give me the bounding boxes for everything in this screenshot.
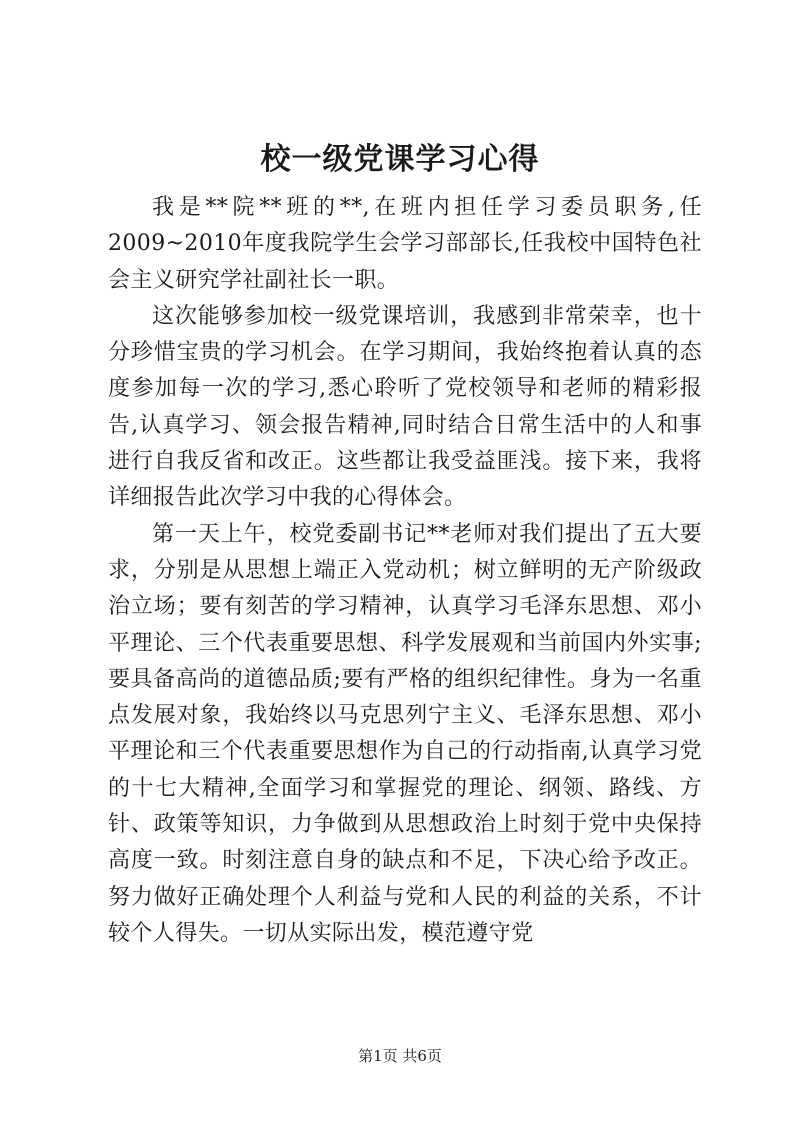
paragraph-first-day: 第一天上午，校党委副书记**老师对我们提出了五大要求，分别是从思想上端正入党动机；树立鲜明的无产阶级政治立场；要有刻苦的学习精神，认真学习毛泽东思想、邓小平理论、三个代表重要思想、科学发展观和当前国内外实事;要具备高尚的道德品质;要有严格的组织纪律性。身为一名重点发展对象，我始终以马克思列宁主义、毛泽东思想、邓小平理论和三个代表重要思想作为自己的行动指南,认真学习党的十七大精神,全面学习和掌握党的理论、纲领、路线、方针、政策等知识，力争做到从思想政治上时刻于党中央保持高度一致。时刻注意自身的缺点和不足，下决心给予改正。努力做好正确处理个人利益与党和人民的利益的关系，不计较个人得失。一切从实际出发，模范遵守党 [108, 521, 702, 946]
paragraph-training: 这次能够参加校一级党课培训，我感到非常荣幸，也十分珍惜宝贵的学习机会。在学习期间，我始终抱着认真的态度参加每一次的学习,悉心聆听了党校领导和老师的精彩报告,认真学习、领会报告精神,同时结合日常生活中的人和事进行自我反省和改正。这些都让我受益匪浅。接下来，我将详细报告此次学习中我的心得体会。 [108, 303, 702, 511]
document-body [108, 190, 702, 952]
paragraph-intro: 我是**院**班的**,在班内担任学习委员职务,任2009~2010年度我院学生会学习部部长,任我校中国特色社会主义研究学社副社长一职。 [108, 195, 702, 293]
page-footer: 第1页 共6页 [358, 1047, 442, 1065]
document-title: 校一级党课学习心得 [260, 142, 540, 177]
